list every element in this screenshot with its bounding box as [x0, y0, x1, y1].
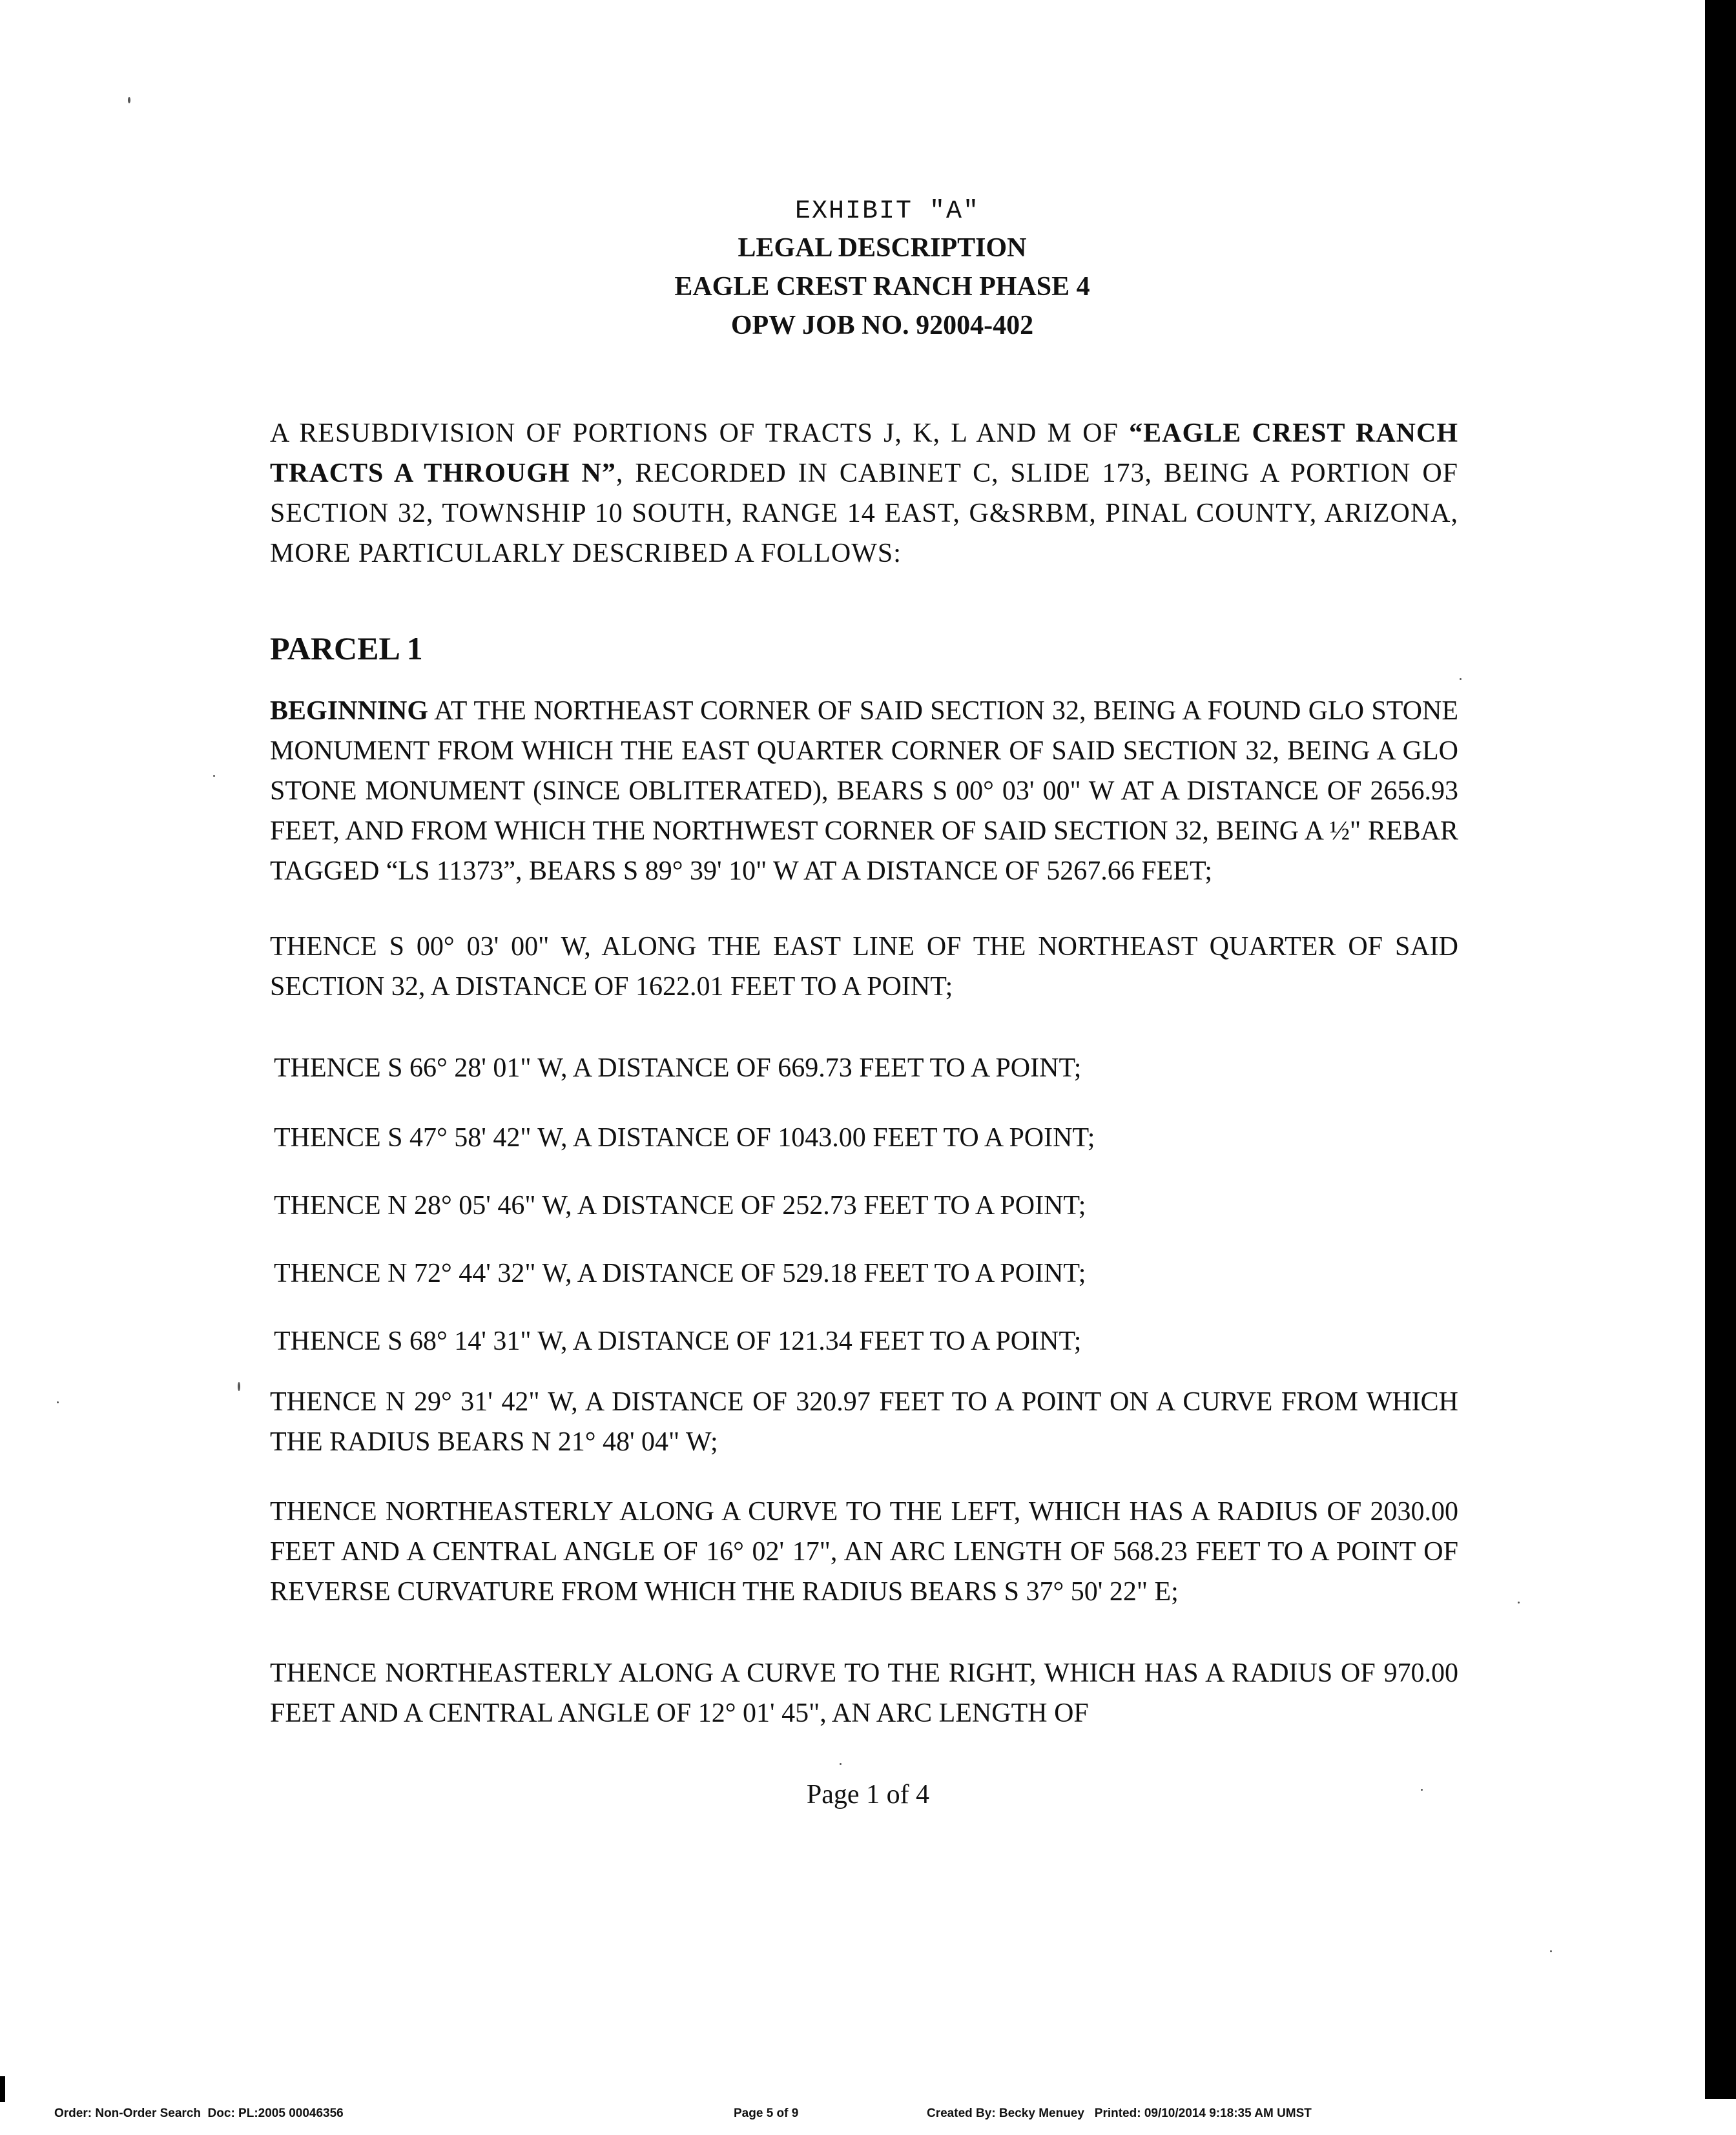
intro-text-start: A RESUBDIVISION OF PORTIONS OF TRACTS J, K, L AND M OF	[270, 418, 1130, 448]
curve-point-paragraph: THENCE N 29° 31' 42" W, A DISTANCE OF 320.97 FEET TO A POINT ON A CURVE FROM WHICH THE RADIUS BEARS N 21° 48' 04" W;	[270, 1387, 1458, 1457]
intro-plat-name: “EAGLE CREST RANCH TRACTS A THROUGH N”	[270, 418, 1459, 488]
course-line: THENCE S 47° 58' 42" W, A DISTANCE OF 1043.00 FEET TO A POINT;	[274, 1123, 1095, 1153]
scan-speck	[1421, 1789, 1423, 1791]
scan-speck	[213, 775, 215, 777]
scan-speck	[57, 1401, 59, 1403]
page-number: Page 1 of 4	[806, 1780, 930, 1810]
footer-order-info: Order: Non-Order Search Doc: PL:2005 00046356	[54, 2107, 344, 2120]
intro-paragraph	[270, 413, 1458, 573]
course-line: THENCE S 68° 14' 31" W, A DISTANCE OF 121.34 FEET TO A POINT;	[274, 1326, 1082, 1356]
scan-speck	[1518, 1602, 1520, 1604]
scan-speck	[128, 97, 130, 103]
course-line: THENCE N 72° 44' 32" W, A DISTANCE OF 529.18 FEET TO A POINT;	[274, 1259, 1086, 1288]
course-paragraph: THENCE S 00° 03' 00" W, ALONG THE EAST LINE OF THE NORTHEAST QUARTER OF SAID SECTION 32, A DISTANCE OF 1622.01 FEET TO A POINT;	[270, 932, 1458, 1002]
intro-text-end: , RECORDED IN CABINET C, SLIDE 173, BEING A PORTION OF SECTION 32, TOWNSHIP 10 SOUTH, RANGE 14 EAST, G&SRBM, PINAL COUNTY, ARIZONA, MORE PARTICULARLY DESCRIBED A FOLLOWS:	[270, 459, 1459, 568]
scan-speck	[1460, 678, 1462, 680]
legal-description-heading: LEGAL DESCRIPTION	[738, 233, 1027, 263]
course-line: THENCE N 28° 05' 46" W, A DISTANCE OF 252.73 FEET TO A POINT;	[274, 1191, 1086, 1221]
project-name-heading: EAGLE CREST RANCH PHASE 4	[674, 272, 1090, 302]
job-number-heading: OPW JOB NO. 92004-402	[730, 311, 1034, 340]
exhibit-heading: EXHIBIT "A"	[794, 197, 980, 226]
beginning-paragraph	[270, 691, 1458, 891]
scan-speck	[238, 1382, 240, 1391]
beginning-text: AT THE NORTHEAST CORNER OF SAID SECTION 32, BEING A FOUND GLO STONE MONUMENT FROM WHICH THE EAST QUARTER CORNER OF SAID SECTION 32, BEING A GLO STONE MONUMENT (SINCE OBLITERATED), BEARS S 00° 03' 00" W AT A DISTANCE OF 2656.93 FEET, AND FROM WHICH THE NORTHWEST CORNER OF SAID SECTION 32, BEING A ½" REBAR TAGGED “LS 11373”, BEARS S 89° 39' 10" W AT A DISTANCE OF 5267.66 FEET;	[270, 696, 1458, 886]
scan-speck	[1550, 1950, 1552, 1952]
footer-page-count: Page 5 of 9	[734, 2107, 799, 2120]
curve-right-paragraph: THENCE NORTHEASTERLY ALONG A CURVE TO THE RIGHT, WHICH HAS A RADIUS OF 970.00 FEET AND A CENTRAL ANGLE OF 12° 01' 45", AN ARC LENGTH OF	[270, 1658, 1458, 1728]
scan-edge-mark	[0, 2076, 5, 2102]
curve-left-paragraph: THENCE NORTHEASTERLY ALONG A CURVE TO THE LEFT, WHICH HAS A RADIUS OF 2030.00 FEET AND A CENTRAL ANGLE OF 16° 02' 17", AN ARC LENGTH OF 568.23 FEET TO A POINT OF REVERSE CURVATURE FROM WHICH THE RADIUS BEARS S 37° 50' 22" E;	[270, 1497, 1458, 1607]
footer-created-by: Created By: Becky Menuey Printed: 09/10/2014 9:18:35 AM UMST	[927, 2107, 1312, 2120]
beginning-keyword: BEGINNING	[270, 696, 429, 726]
scan-speck	[840, 1763, 842, 1765]
course-line: THENCE S 66° 28' 01" W, A DISTANCE OF 669.73 FEET TO A POINT;	[274, 1053, 1082, 1083]
parcel-title: PARCEL 1	[270, 630, 423, 666]
